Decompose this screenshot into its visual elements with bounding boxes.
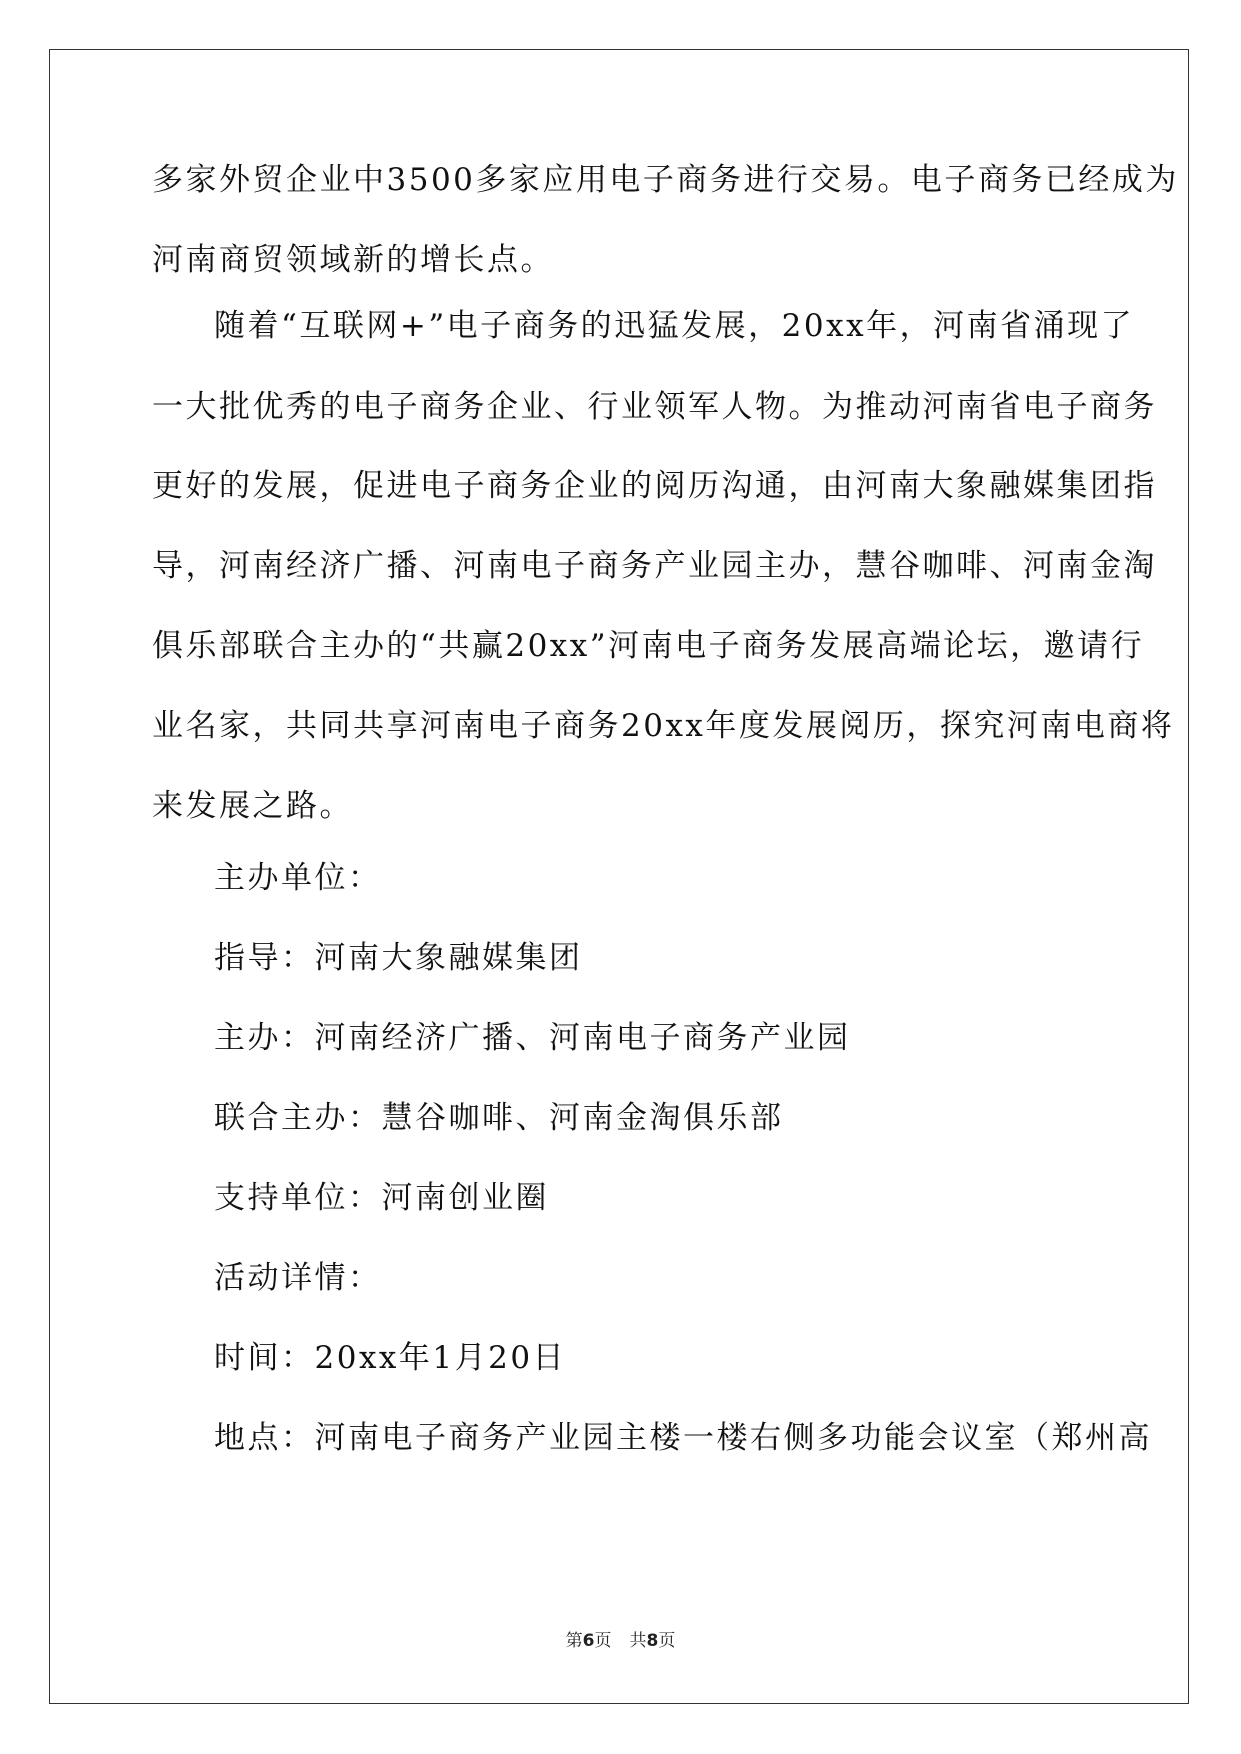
heading-sponsor: 主办单位：: [214, 860, 382, 896]
page-footer: [0, 1626, 1241, 1651]
location-line: 地点：河南电子商务产业园主楼一楼右侧多功能会议室（郑州高: [214, 1420, 1152, 1456]
support-line: 支持单位：河南创业圈: [214, 1180, 549, 1216]
paragraph-line: 随着“互联网+”电子商务的迅猛发展，20xx年，河南省涌现了: [214, 308, 1135, 344]
time-line: 时间：20xx年1月20日: [214, 1340, 567, 1376]
total-prefix: 共: [629, 1631, 647, 1651]
current-page-number: 6: [582, 1631, 595, 1651]
heading-details: 活动详情：: [214, 1260, 382, 1296]
page-suffix: 页: [594, 1631, 612, 1651]
total-suffix: 页: [658, 1631, 676, 1651]
host-line: 主办：河南经济广播、河南电子商务产业园: [214, 1020, 851, 1056]
paragraph-line: 来发展之路。: [152, 788, 353, 824]
paragraph-line: 导，河南经济广播、河南电子商务产业园主办，慧谷咖啡、河南金淘: [152, 548, 1157, 584]
paragraph-line: 俱乐部联合主办的“共赢20xx”河南电子商务发展高端论坛，邀请行: [152, 628, 1145, 664]
paragraph-line: 业名家，共同共享河南电子商务20xx年度发展阅历，探究河南电商将: [152, 708, 1175, 744]
guidance-line: 指导：河南大象融媒集团: [214, 940, 583, 976]
co-host-line: 联合主办：慧谷咖啡、河南金淘俱乐部: [214, 1100, 784, 1136]
page-prefix: 第: [565, 1631, 583, 1651]
paragraph-line: 河南商贸领域新的增长点。: [152, 242, 554, 278]
paragraph-line: 多家外贸企业中3500多家应用电子商务进行交易。电子商务已经成为: [152, 162, 1179, 198]
total-page-number: 8: [646, 1631, 659, 1651]
paragraph-line: 更好的发展，促进电子商务企业的阅历沟通，由河南大象融媒集团指: [152, 468, 1157, 504]
paragraph-line: 一大批优秀的电子商务企业、行业领军人物。为推动河南省电子商务: [152, 389, 1157, 425]
